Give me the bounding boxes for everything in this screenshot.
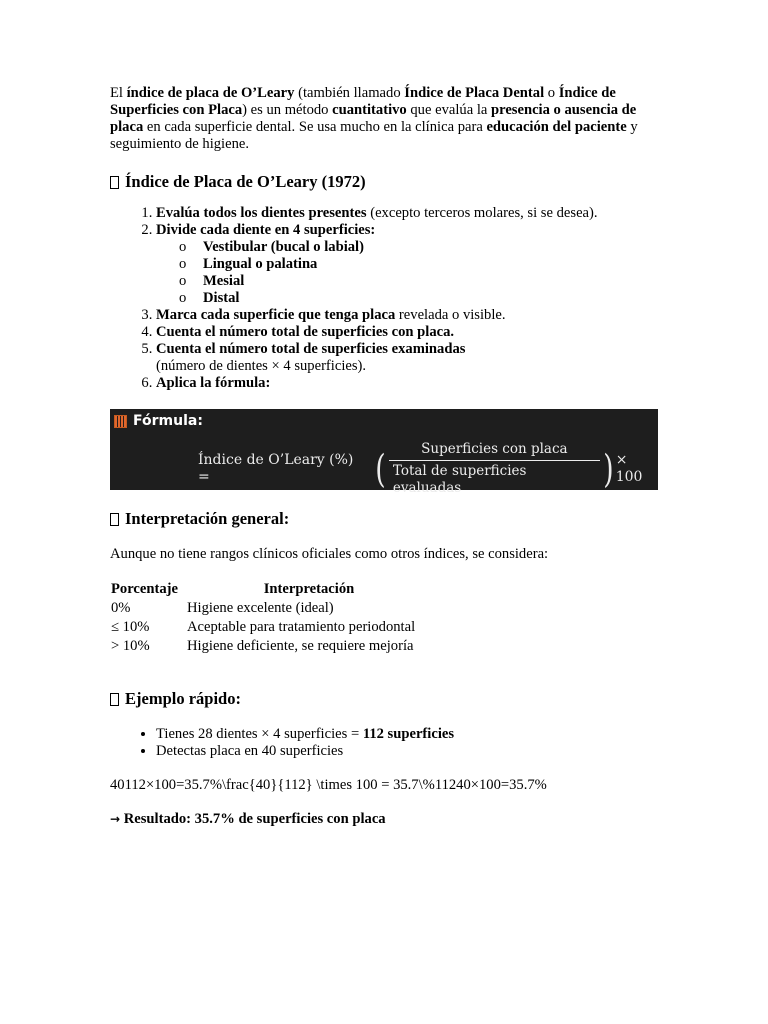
formula-image xyxy=(110,409,658,496)
surface-label: Vestibular (bucal o labial) xyxy=(203,239,364,255)
left-paren-icon: ( xyxy=(375,447,386,491)
table-cell: Aceptable para tratamiento periodontal xyxy=(187,619,416,635)
surface-label: Lingual o palatina xyxy=(203,256,318,272)
step-item xyxy=(156,324,660,341)
surface-label: Mesial xyxy=(203,273,245,289)
column-header: Porcentaje xyxy=(111,581,178,597)
heading-text: Índice de Placa de O’Leary (1972) xyxy=(125,172,366,191)
intro-bold-term: educación del paciente xyxy=(486,119,627,135)
formula-denominator: Total de superficies evaluadas xyxy=(389,460,600,497)
step-bold: Aplica la fórmula: xyxy=(156,375,271,391)
surface-item xyxy=(179,256,660,273)
intro-bold-term: Índice de Placa Dental xyxy=(404,85,545,101)
intro-text: en cada superficie dental. Se usa mucho en la clínica para xyxy=(143,119,487,135)
table-cell: 0% xyxy=(111,600,131,616)
intro-bold-term: presencia o ausencia de placa xyxy=(110,102,637,135)
list-text: Detectas placa en 40 superficies xyxy=(156,743,344,759)
list-item xyxy=(156,743,660,760)
interpretation-lead: Aunque no tiene rangos clínicos oficiales como otros índices, se considera: xyxy=(110,546,549,562)
formula-header-label: Fórmula: xyxy=(133,413,203,429)
section-heading-interpretation xyxy=(110,509,660,529)
step-bold: Cuenta el número total de superficies con placa. xyxy=(156,324,455,340)
steps-list xyxy=(110,205,660,392)
step-text: revelada o visible. xyxy=(395,307,506,323)
list-item xyxy=(156,726,660,743)
step-bold: Cuenta el número total de superficies examinadas xyxy=(156,341,466,357)
surface-item xyxy=(179,290,660,307)
result-line xyxy=(110,811,660,828)
intro-text: ) es un método xyxy=(242,102,333,118)
result-text: Resultado: 35.7% de superficies con placa xyxy=(123,811,386,827)
intro-paragraph xyxy=(110,85,660,153)
table-header-row xyxy=(111,580,431,599)
step-item xyxy=(156,205,660,222)
section-heading-oleary xyxy=(110,172,660,192)
intro-bold-term: cuantitativo xyxy=(332,102,407,118)
intro-text: (también llamado xyxy=(294,85,405,101)
table-cell: > 10% xyxy=(111,638,150,654)
surface-item xyxy=(179,273,660,290)
formula-numerator: Superficies con placa xyxy=(421,441,568,457)
table-cell: Higiene deficiente, se requiere mejoría xyxy=(187,638,414,654)
table-cell: ≤ 10% xyxy=(111,619,150,635)
document-body xyxy=(110,85,660,828)
step-item xyxy=(156,222,660,307)
formula-multiplier: × 100 xyxy=(615,452,643,485)
intro-text: que evalúa la xyxy=(406,102,491,118)
heading-text: Interpretación general: xyxy=(125,509,290,528)
column-header: Interpretación xyxy=(263,581,355,597)
table-row xyxy=(111,618,431,637)
intro-text: y seguimiento de higiene. xyxy=(110,119,638,152)
section-heading-example xyxy=(110,689,660,709)
missing-glyph-icon xyxy=(110,513,119,526)
formula-fraction xyxy=(389,441,600,497)
intro-text: El xyxy=(110,85,127,101)
interpretation-table xyxy=(111,580,431,656)
table-cell: Higiene excelente (ideal) xyxy=(187,600,334,616)
right-paren-icon: ) xyxy=(603,447,614,491)
right-arrow-icon: → xyxy=(110,812,121,826)
intro-text: o xyxy=(544,85,559,101)
formula-equation xyxy=(198,441,658,497)
formula-header xyxy=(114,413,203,430)
abacus-icon xyxy=(114,415,127,428)
surface-label: Distal xyxy=(203,290,240,306)
formula-lhs: Índice de O’Leary (%) = xyxy=(198,452,354,485)
step-text: (número de dientes × 4 superficies). xyxy=(156,358,367,374)
example-list xyxy=(110,726,660,760)
missing-glyph-icon xyxy=(110,693,119,706)
step-bold: Evalúa todos los dientes presentes xyxy=(156,205,367,221)
heading-text: Ejemplo rápido: xyxy=(125,689,241,708)
step-item xyxy=(156,307,660,324)
list-text: Tienes 28 dientes × 4 superficies = xyxy=(156,726,363,742)
list-bold: 112 superficies xyxy=(362,726,455,742)
table-row xyxy=(111,599,431,618)
surface-item xyxy=(179,239,660,256)
missing-glyph-icon xyxy=(110,176,119,189)
step-item xyxy=(156,341,660,375)
step-bold: Divide cada diente en 4 superficies: xyxy=(156,222,376,238)
table-row xyxy=(111,637,431,656)
intro-bold-term: Índice de Superficies con Placa xyxy=(110,85,616,118)
surfaces-list xyxy=(156,239,660,307)
intro-bold-term: índice de placa de O’Leary xyxy=(126,85,295,101)
step-bold: Marca cada superficie que tenga placa xyxy=(156,307,396,323)
calculation-line: 40112×100=35.7%\frac{40}{112} \times 100 = 35.7\%11240×100=35.7% xyxy=(110,777,547,793)
step-item xyxy=(156,375,660,392)
step-text: (excepto terceros molares, si se desea). xyxy=(366,205,598,221)
